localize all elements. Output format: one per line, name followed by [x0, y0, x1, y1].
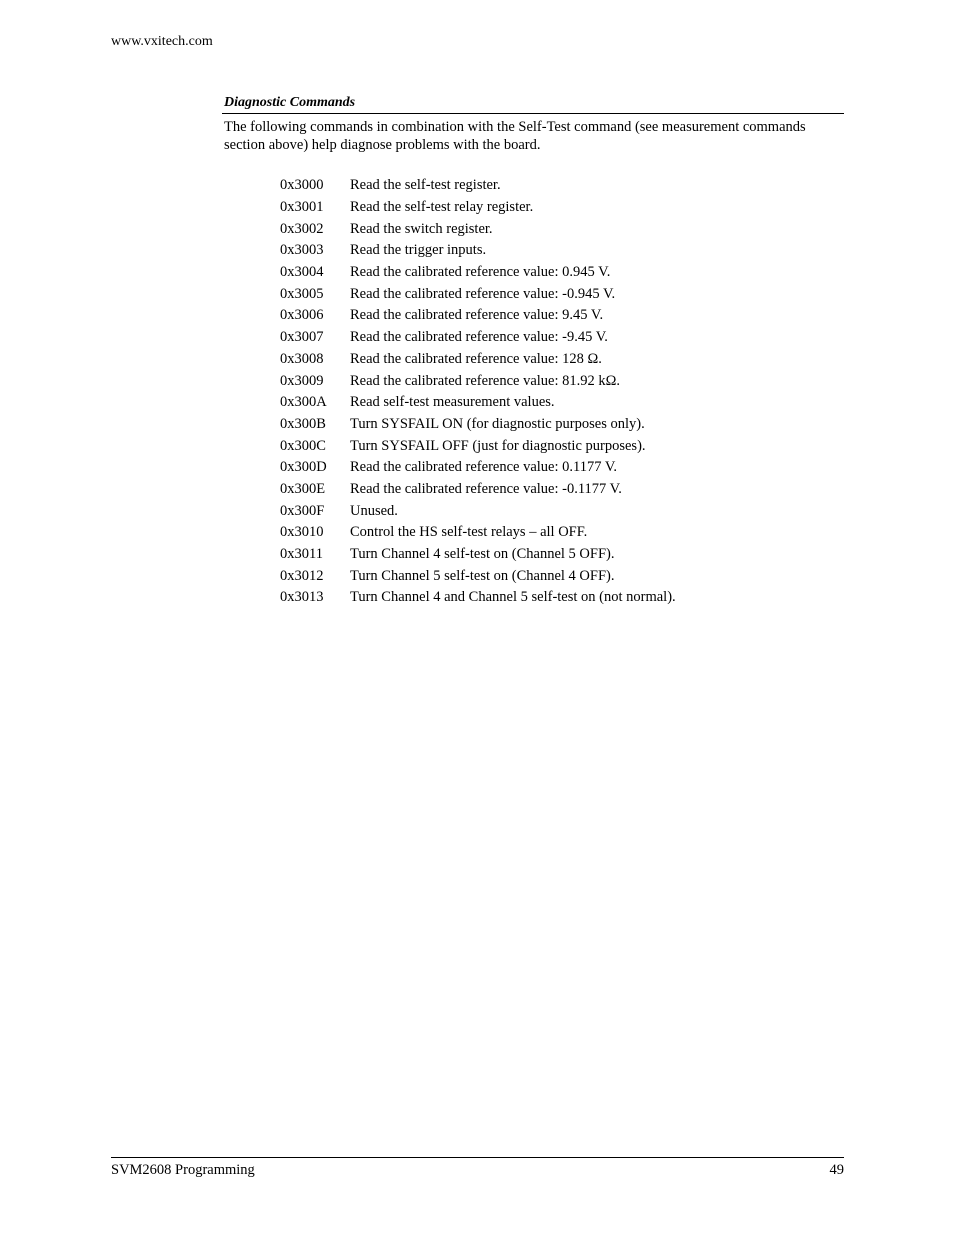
section-title: Diagnostic Commands: [222, 94, 844, 114]
command-row: [280, 392, 676, 414]
command-row: [280, 544, 676, 566]
command-description: Turn Channel 4 and Channel 5 self-test on (not normal).: [350, 589, 676, 606]
footer-title: SVM2608 Programming: [111, 1162, 255, 1178]
command-row: [280, 500, 676, 522]
command-description: Read the self-test register.: [350, 177, 501, 194]
command-description: Read the calibrated reference value: -9.45 V.: [350, 329, 608, 346]
command-code: 0x3013: [280, 589, 324, 606]
command-row: [280, 414, 676, 436]
command-code: 0x300A: [280, 394, 327, 411]
command-description: Read the calibrated reference value: 9.45 V.: [350, 307, 604, 324]
command-row: [280, 197, 676, 219]
command-description: Unused.: [350, 502, 398, 519]
command-code: 0x3010: [280, 524, 324, 541]
command-description: Read the calibrated reference value: -0.1177 V.: [350, 480, 622, 497]
command-description: Read the calibrated reference value: 0.945 V.: [350, 264, 611, 281]
command-description: Turn SYSFAIL ON (for diagnostic purposes only).: [350, 415, 645, 432]
command-description: Read the calibrated reference value: 0.1177 V.: [350, 459, 618, 476]
command-description: Read the calibrated reference value: -0.945 V.: [350, 285, 616, 302]
command-row: [280, 218, 676, 240]
command-row: [280, 305, 676, 327]
command-code: 0x3008: [280, 350, 324, 367]
command-code: 0x300B: [280, 415, 326, 432]
command-code: 0x300E: [280, 480, 326, 497]
command-description: Read the self-test relay register.: [350, 199, 534, 216]
header-url: www.vxitech.com: [111, 34, 213, 49]
command-code: 0x3009: [280, 372, 324, 389]
command-description: Control the HS self-test relays – all OFF.: [350, 524, 588, 541]
command-code: 0x3007: [280, 329, 324, 346]
command-row: [280, 349, 676, 371]
command-code: 0x3001: [280, 199, 324, 216]
command-code: 0x3006: [280, 307, 324, 324]
command-row: [280, 479, 676, 501]
command-code: 0x300D: [280, 459, 327, 476]
command-code: 0x3004: [280, 264, 324, 281]
command-description: Turn SYSFAIL OFF (just for diagnostic purposes).: [350, 437, 646, 454]
diagnostic-commands-section: [222, 94, 844, 154]
command-code: 0x3005: [280, 285, 324, 302]
command-description: Turn Channel 4 self-test on (Channel 5 OFF).: [350, 546, 615, 563]
command-row: [280, 240, 676, 262]
command-description: Turn Channel 5 self-test on (Channel 4 OFF).: [350, 567, 615, 584]
command-row: [280, 565, 676, 587]
command-row: [280, 262, 676, 284]
command-row: [280, 587, 676, 609]
command-row: [280, 175, 676, 197]
command-list: [280, 175, 676, 609]
command-code: 0x3003: [280, 242, 324, 259]
command-code: 0x3011: [280, 546, 323, 563]
command-code: 0x300C: [280, 437, 326, 454]
command-row: [280, 283, 676, 305]
command-row: [280, 327, 676, 349]
command-row: [280, 457, 676, 479]
command-description: Read the trigger inputs.: [350, 242, 487, 259]
section-intro: The following commands in combination with the Self-Test command (see measurement commands section above) help diagnose problems with the board.: [224, 119, 806, 153]
command-code: 0x3000: [280, 177, 324, 194]
command-row: [280, 370, 676, 392]
command-description: Read self-test measurement values.: [350, 394, 555, 411]
command-code: 0x3002: [280, 220, 324, 237]
command-row: [280, 435, 676, 457]
page-number: 49: [829, 1162, 844, 1178]
command-description: Read the calibrated reference value: 81.92 kΩ.: [350, 372, 621, 389]
command-row: [280, 522, 676, 544]
command-description: Read the switch register.: [350, 220, 493, 237]
page-footer: [111, 1157, 844, 1179]
command-code: 0x300F: [280, 502, 325, 519]
command-code: 0x3012: [280, 567, 324, 584]
command-description: Read the calibrated reference value: 128 Ω.: [350, 350, 602, 367]
